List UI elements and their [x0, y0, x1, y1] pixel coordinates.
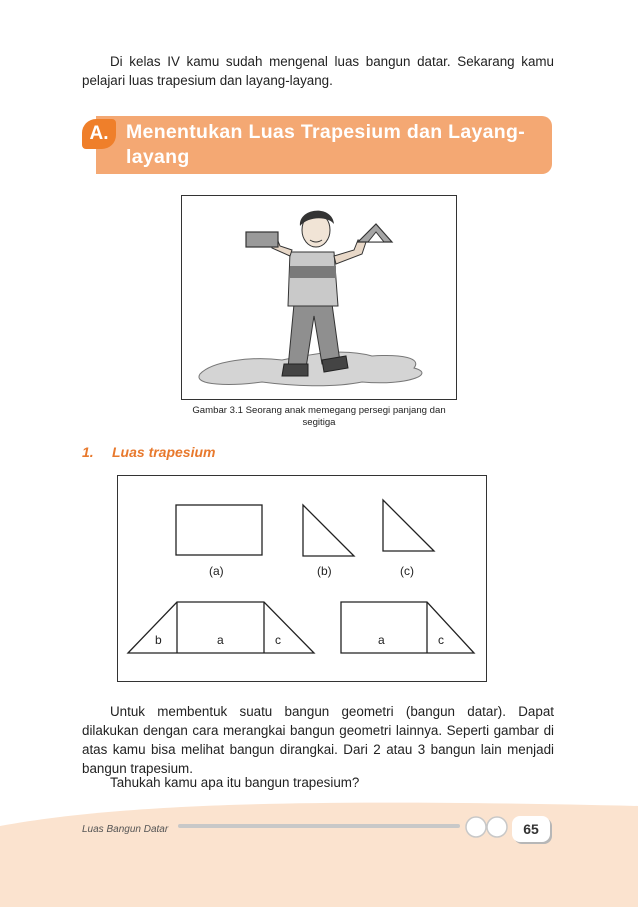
trapezoid1-label-a: a — [217, 633, 224, 647]
body-paragraph — [82, 702, 554, 778]
shape-a-rectangle — [176, 505, 262, 555]
shape-c-triangle — [383, 500, 434, 551]
figure-caption: Gambar 3.1 Seorang anak memegang persegi panjang dan segitiga — [192, 405, 446, 428]
label-b: (b) — [317, 564, 332, 578]
page-number: 65 — [512, 816, 550, 842]
intro-paragraph — [82, 52, 554, 90]
trapezoid2-label-a: a — [378, 633, 385, 647]
trapezoid1-label-c: c — [275, 633, 281, 647]
child-illustration — [181, 195, 457, 400]
body-text: Untuk membentuk suatu bangun geometri (bangun datar). Dapat dilakukan dengan cara merangkai bangun geometri lainnya. Seperti gambar di atas kamu bisa melihat bangun dirangkai. Dari 2 atau 3 bangun lain menjadi bangun trapesium. — [82, 704, 554, 776]
question-text: Tahukah kamu apa itu bangun trapesium? — [110, 775, 360, 790]
footer-chapter-label: Luas Bangun Datar — [82, 824, 169, 835]
footer-band — [0, 796, 638, 907]
shapes-figure — [117, 475, 487, 682]
shape-b-triangle — [303, 505, 354, 556]
trapezoid2-label-c: c — [438, 633, 444, 647]
trapezoid-ac — [341, 602, 474, 653]
label-a: (a) — [209, 564, 224, 578]
label-c: (c) — [400, 564, 414, 578]
subsection-number: 1. — [82, 444, 94, 460]
intro-text: Di kelas IV kamu sudah mengenal luas bangun datar. Sekarang kamu pelajari luas trapesium dan layang-layang. — [82, 54, 554, 88]
trapezoid1-label-b: b — [155, 633, 162, 647]
subsection-title: Luas trapesium — [112, 444, 216, 460]
section-title: Menentukan Luas Trapesium dan Layang-layang — [126, 121, 526, 168]
section-letter: A. — [82, 119, 116, 149]
